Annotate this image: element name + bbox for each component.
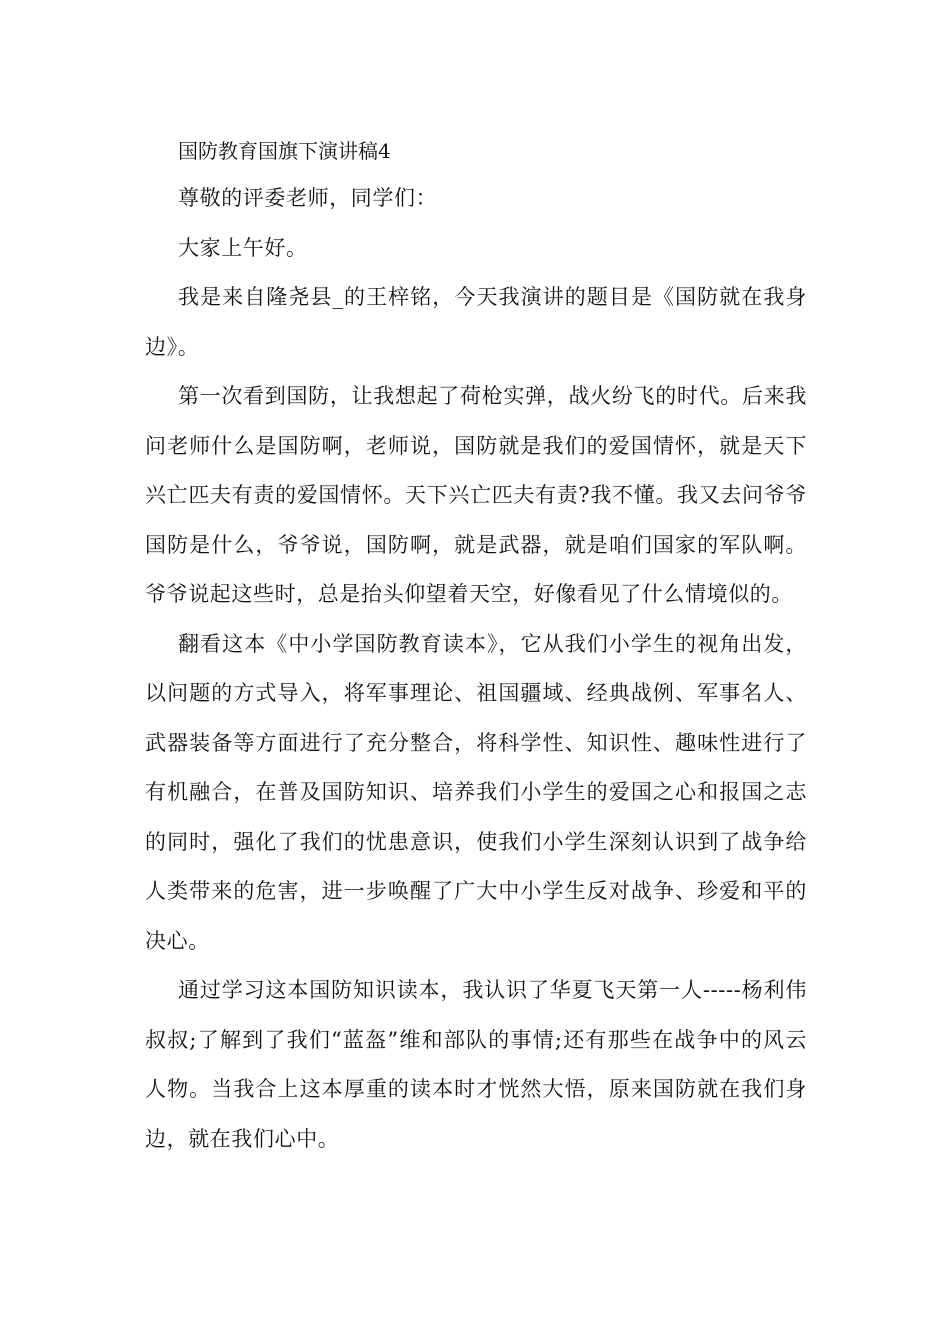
paragraph-greeting: 尊敬的评委老师，同学们：	[178, 186, 438, 210]
paragraph-conclusion: 通过学习这本国防知识读本，我认识了华夏飞天第一人-----杨利伟叔叔;了解到了我们“蓝盔”维和部队的事情;还有那些在战争中的风云人物。当我合上这本厚重的读本时才恍然大悟，原来国防就在我们身边，就在我们心中。	[145, 978, 807, 1151]
document-body	[145, 128, 807, 1164]
paragraph-good-morning: 大家上午好。	[178, 235, 308, 260]
paragraph-introduction: 我是来自隆尧县_的王梓铭，今天我演讲的题目是《国防就在我身边》。	[145, 285, 807, 359]
paragraph-reader-book: 翻看这本《中小学国防教育读本》，它从我们小学生的视角出发，以问题的方式导入，将军事理论、祖国疆域、经典战例、军事名人、武器装备等方面进行了充分整合，将科学性、知识性、趣味性进行了有机融合，在普及国防知识、培养我们小学生的爱国之心和报国之志的同时，强化了我们的忧患意识，使我们小学生深刻认识到了战争给人类带来的危害，进一步唤醒了广大中小学生反对战争、珍爱和平的决心。	[145, 631, 807, 953]
document-title: 国防教育国旗下演讲稿4	[178, 139, 391, 163]
paragraph-first-impression: 第一次看到国防，让我想起了荷枪实弹，战火纷飞的时代。后来我问老师什么是国防啊，老师说，国防就是我们的爱国情怀，就是天下兴亡匹夫有责的爱国情怀。天下兴亡匹夫有责?我不懂。我又去问爷爷国防是什么，爷爷说，国防啊，就是武器，就是咱们国家的军队啊。爷爷说起这些时，总是抬头仰望着天空，好像看见了什么情境似的。	[145, 384, 807, 606]
